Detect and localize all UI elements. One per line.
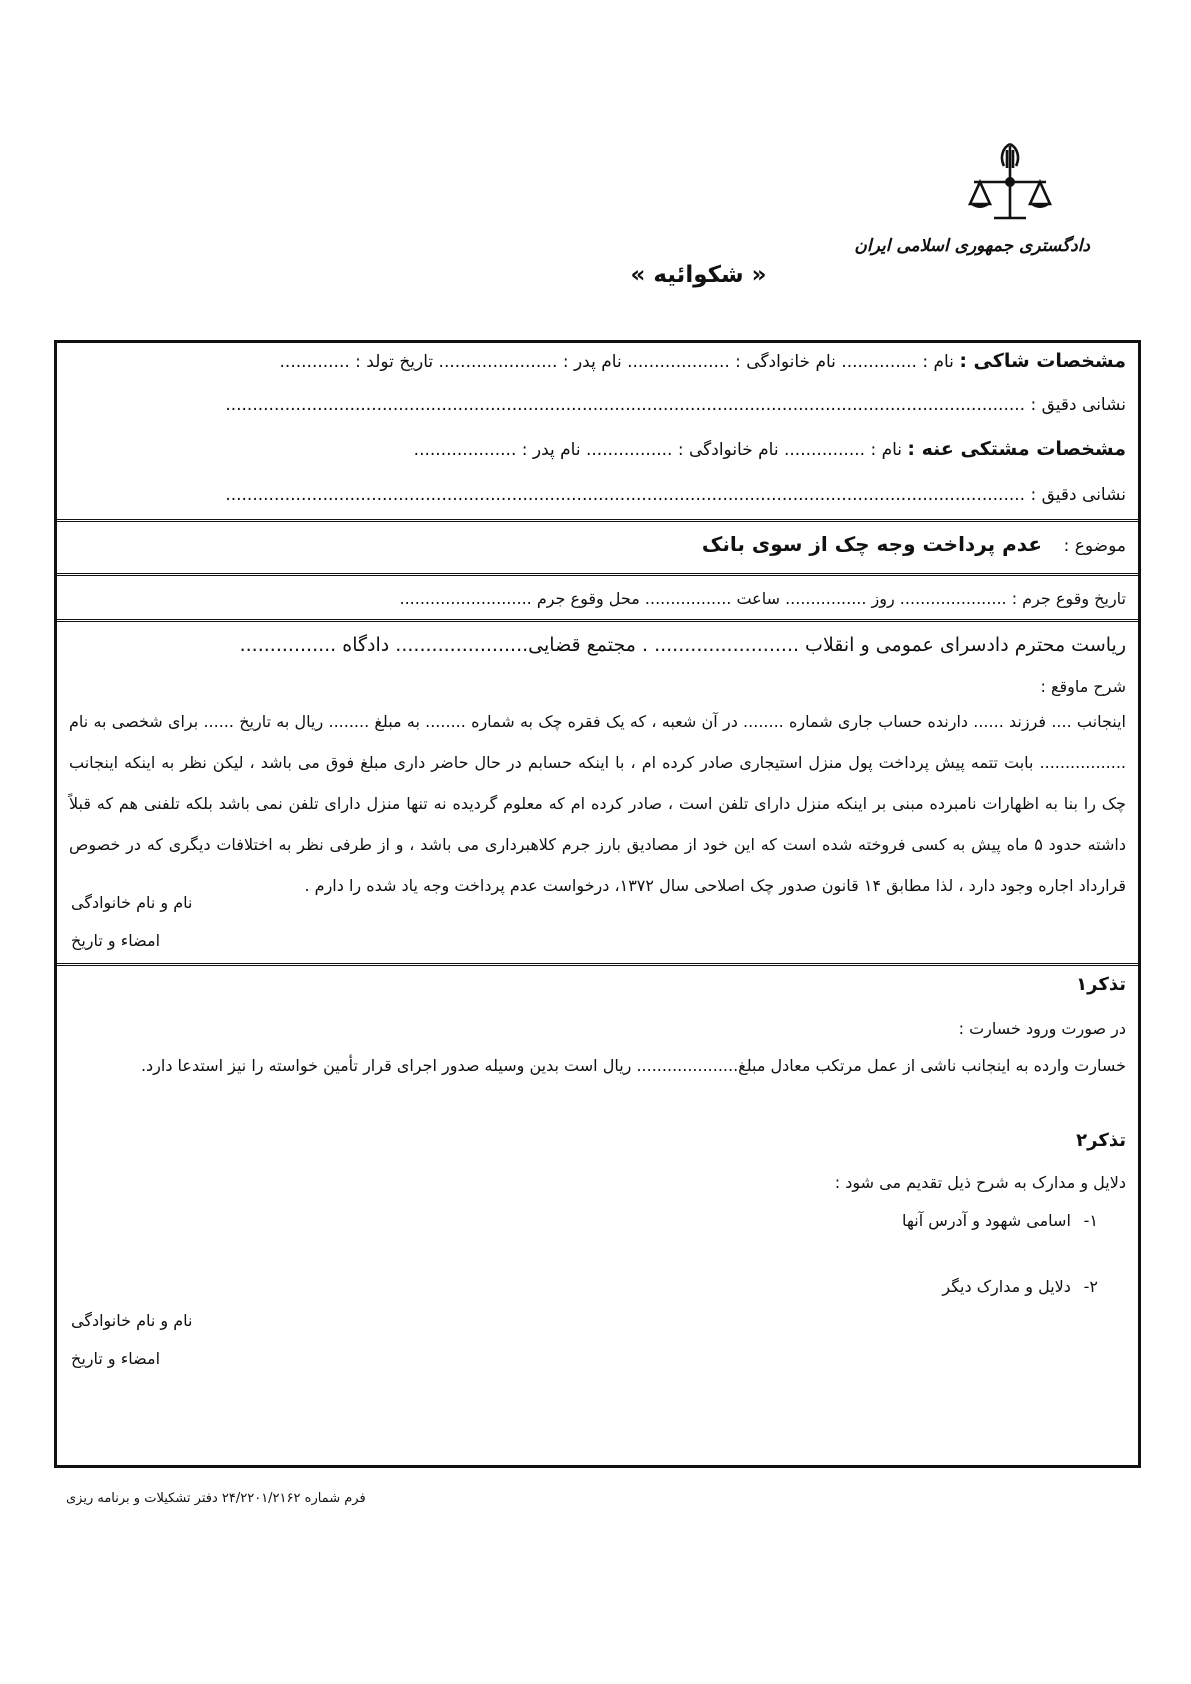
description-label: شرح ماوقع : xyxy=(1040,677,1126,696)
divider xyxy=(57,963,1138,966)
complaint-form xyxy=(54,340,1141,1468)
note1-intro: در صورت ورود خسارت : xyxy=(958,1019,1126,1038)
evidence-item xyxy=(69,1275,1098,1299)
defendant-address: نشانی دقیق : .................................................................................................................................................... xyxy=(225,485,1126,505)
plaintiff-fields: نام : .............. نام خانوادگی : ................... نام پدر : ...................... تاریخ تولد : ............. xyxy=(279,352,954,372)
description-text: اینجانب .... فرزند ...... دارنده حساب جاری شماره ........ در آن شعبه ، که یک فقره چک به شماره ........ به مبلغ ........ ریال به تاریخ ...... برای شخصی به نام ................. بابت تتمه پیش پرداخت پول منزل استیجاری صادر کرده ام ، با اینکه حسابم در حال حاضر داری مبلغ فوق می باشد ، لیکن نظر به اینکه اینجانب چک را بنا به اظهارات نامبرده مبنی بر اینکه منزل دارای تلفن است ، صادر کرده ام که معلوم گردیده نه تنها منزل دارای تلفن نمی باشد بلکه تلفنی هم که قبلاً داشته حدود ۵ ماه پیش به کسی فروخته شده است که این خود از مصادیق بارز جرم کلاهبرداری می باشد ، و از طرفی نظر به اختلافات دیگری که در خصوص قرارداد اجاره وجود دارد ، لذا مطابق ۱۴ قانون صدور چک اصلاحی سال ۱۳۷۲، درخواست عدم پرداخت وجه یاد شده را دارم . xyxy=(69,712,1126,895)
evidence-item-number: ۱- xyxy=(1083,1211,1098,1230)
signature-date: امضاء و تاریخ xyxy=(71,1349,161,1368)
subject-label: موضوع : xyxy=(1063,536,1126,556)
plaintiff-row xyxy=(69,349,1126,374)
divider xyxy=(57,519,1138,522)
evidence-item-label: اسامی شهود و آدرس آنها xyxy=(902,1211,1071,1230)
plaintiff-address: نشانی دقیق : .................................................................................................................................................... xyxy=(225,395,1126,415)
form-number-footer: فرم شماره ۲۴/۲۲۰۱/۲۱۶۲ دفتر تشکیلات و برنامه ریزی xyxy=(66,1491,366,1506)
note1-text: خسارت وارده به اینجانب ناشی از عمل مرتکب معادل مبلغ.................... ریال است بدین وسیله صدور اجرای قرار تأمین خواسته را نیز استدعا دارد. xyxy=(140,1056,1126,1075)
defendant-fields: نام : ............... نام خانوادگی : ................ نام پدر : ................... xyxy=(413,440,903,460)
evidence-item-label: دلایل و مدارک دیگر xyxy=(942,1277,1071,1296)
defendant-label: مشخصات مشتکی عنه : xyxy=(907,438,1126,460)
divider xyxy=(57,573,1138,576)
judiciary-emblem xyxy=(854,138,1090,256)
defendant-row xyxy=(69,437,1126,462)
evidence-item xyxy=(69,1209,1098,1233)
signature-name: نام و نام خانوادگی xyxy=(71,893,193,912)
subject-value: عدم پرداخت وجه چک از سوی بانک xyxy=(701,532,1042,556)
evidence-item-number: ۲- xyxy=(1083,1277,1098,1296)
emblem-caption: دادگستری جمهوری اسلامی ایران xyxy=(854,236,1090,256)
crime-info: تاریخ وقوع جرم : ..................... روز ................ ساعت ................. محل وقوع جرم .......................... xyxy=(399,589,1126,608)
signature-date: امضاء و تاریخ xyxy=(71,931,161,950)
divider xyxy=(57,619,1138,622)
note1-title: تذکر۱ xyxy=(1076,974,1126,995)
plaintiff-label: مشخصات شاکی : xyxy=(959,350,1126,372)
salutation: ریاست محترم دادسرای عمومی و انقلاب ........................ . مجتمع قضایی...................... دادگاه ................ xyxy=(239,634,1126,656)
signature-name: نام و نام خانوادگی xyxy=(71,1311,193,1330)
note2-title: تذکر۲ xyxy=(1076,1130,1126,1151)
scales-of-justice-icon xyxy=(964,138,1056,230)
note2-intro: دلایل و مدارک به شرح ذیل تقدیم می شود : xyxy=(834,1173,1126,1192)
subject-row xyxy=(69,529,1126,561)
page-title: « شکوائیه » xyxy=(630,262,767,288)
